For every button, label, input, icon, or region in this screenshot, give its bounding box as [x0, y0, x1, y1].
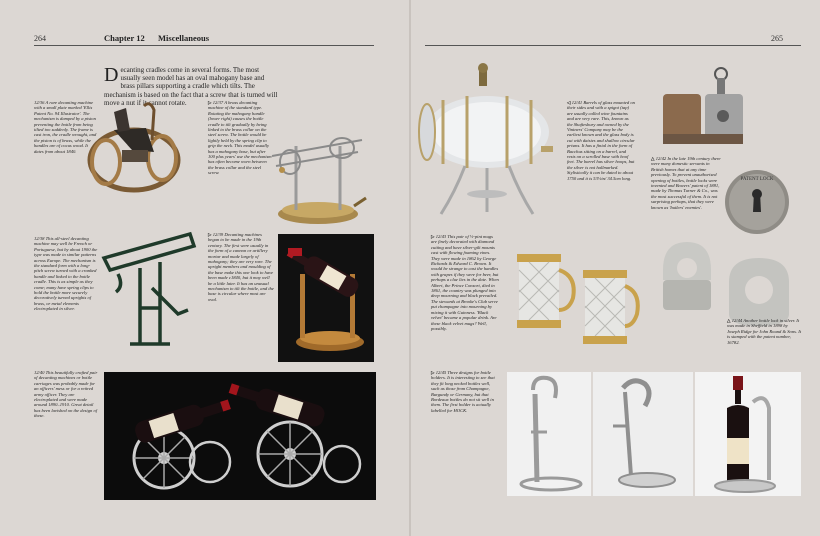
- caption-12-38: 12/38 This all-steel decanting machine may well be French or Portuguese, but by about 1900 the type was made to similar patterns across Europe. The mechanism is the standard form with a long-pitch screw turned with a cranked handle and linked to the bottle cradle. This is as simple as they come; many have spring clips to hold the bottle more securely decoratively turned uprights of brass, or metal elements electroplated in silver.: [34, 236, 98, 312]
- caption-12-43: ▷ 12/43 This pair of ½-pint mugs are finely decorated with diamond cutting and have silver-gilt mounts cast with flowing foaming vines. They were made in 1862 by George Richards & Edward C. Brown. It would be strange to cast the handles with grapes if they were for beer, but perhaps a clue lies in the date. When Albert, the Prince Consort, died in 1861, the country was plunged into deep mourning and black prevailed. The stewards at Brooke's Club serve put champagne into mourning by mixing it with Guinness. 'Black velvet' became a popular drink. Are these black velvet mugs? Well, possibly.: [431, 234, 499, 331]
- caption-12-40: 12/40 This beautifully crafted pair of decanting machines or bottle carriages was probably made for an officers' mess or for a retired army officer. They are electroplated and were made around 1890–1910. Great detail has been lavished on the design of these.: [34, 370, 98, 419]
- photo-bottle-holder-3: [695, 372, 801, 496]
- page-number-right: 265: [771, 34, 783, 43]
- photo-brass-decanting-machine: [262, 126, 374, 230]
- page-number-left: 264: [34, 34, 46, 43]
- right-page: [411, 0, 820, 536]
- photo-steel-decanting-machine: [100, 224, 204, 352]
- caption-12-44: △ 12/44 Another bottle lock in silver. It was made in Sheffield in 1898 by Joseph Ridge for John Round & Sons. It is stamped with the patent number, 16782.: [727, 318, 802, 345]
- caption-12-37: ▷ 12/37 A brass decanting machine of the standard type. Rotating the mahogany handle (lower right) causes the bottle cradle to tilt gradually by being linked to the brass collar on the steel screw. The bottle would be lightly held by the spring clip to grip the neck. This model usually has a mahogany base, but after 100 plus years' use the mechanism has often become worn between the brass collar and the steel screw.: [208, 100, 272, 176]
- photo-bottle-lock-open: [655, 66, 751, 158]
- left-page: [0, 0, 409, 536]
- section-title: Miscellaneous: [158, 33, 209, 43]
- drop-cap: D: [104, 64, 119, 86]
- photo-pair-cut-glass-mugs: [511, 240, 641, 348]
- arrow-left-icon: ◁: [567, 100, 571, 105]
- triangle-up-icon: △: [651, 156, 655, 161]
- photo-ellis-decanting-machine: [84, 100, 184, 198]
- header-rule-left: [34, 45, 374, 46]
- arrow-right-icon: ▷: [431, 234, 435, 239]
- photo-bottle-holder-1: [507, 372, 591, 496]
- arrow-right-icon: ▷: [208, 100, 212, 105]
- caption-12-41: ◁ 12/41 Barrels of glass mounted on their sides and with a spigot (tap) are usually called wine fountains and are very rare. This, known as the Shaftesbury and owned by the Vintners' Company may be the earliest known and the glass body is cut with daisies and shallow circular prisms. It has a finial in the form of Bacchus sitting on a barrel, and rests on a scrolled base with hoof feet. The barrel has silver hoops, but the silver is not hallmarked. Stylistically it can be dated to about 1750 and it is 53½in/ 34.5cm long.: [567, 100, 635, 181]
- caption-12-36: 12/36 A rare decanting machine with a small plate marked 'Ellis Patent No. 94 Illustrator'. The mechanism is damped by a piston preventing the bottle from being tilted too suddenly. The frame is cast iron, the cradle wrought, and the piston is of brass, while the handles are of cocus wood. It dates from about 1840.: [34, 100, 97, 154]
- arrow-right-icon: ▷: [431, 370, 435, 375]
- chapter-label: Chapter 12: [104, 33, 145, 43]
- caption-12-42: △ 12/42 In the late 19th century there were many domestic servants in British homes that at any time previously. To prevent unauthorised opening of bottles, bottle locks were invented and Bowers' patent of 1881, made by Thomas Turner & Co., was the most successful of them. It is not surprising perhaps, that they were known as 'butlers' enemies'.: [651, 156, 721, 210]
- caption-12-39: ▷ 12/39 Decanting machines began to be made in the 19th century. The first were usually in the form of a cannon or artillery mortar and made largely of mahogany; they are very rare. The upright members and moulding of the base make this one look to have been made c1840, but it may well be a little later. It has an unusual mechanism to tilt the bottle, and the base is circular where most are oval.: [208, 232, 274, 302]
- photo-bottle-holder-2: [593, 372, 693, 496]
- lock-stamp-text: PATENT LOCK: [740, 177, 774, 182]
- photo-bottle-lock-patent: [721, 166, 793, 238]
- arrow-right-icon: ▷: [208, 232, 212, 237]
- photo-pair-bottle-carriages: [104, 372, 376, 500]
- photo-cradle-with-bottle: [278, 234, 374, 362]
- photo-glass-wine-fountain: [415, 62, 559, 222]
- caption-12-45: ▷ 12/45 Three designs for bottle holders. It is interesting to see that they fit long necked bottles well, such as those from Champagne, Burgundy or Germany, but that Bordeaux bottles do not sit well in them. The first holder is actually labelled for HOCK.: [431, 370, 495, 413]
- intro-text: ecanting cradles come in several forms. The most usually seen model has an oval mahogany base and brass pillars supporting a cradle which tilts. The mechanism is based on the fact that a screw that is turned will move a nut if it cannot rotate.: [104, 66, 278, 107]
- triangle-up-icon: △: [727, 318, 731, 323]
- header-rule-right: [425, 45, 801, 46]
